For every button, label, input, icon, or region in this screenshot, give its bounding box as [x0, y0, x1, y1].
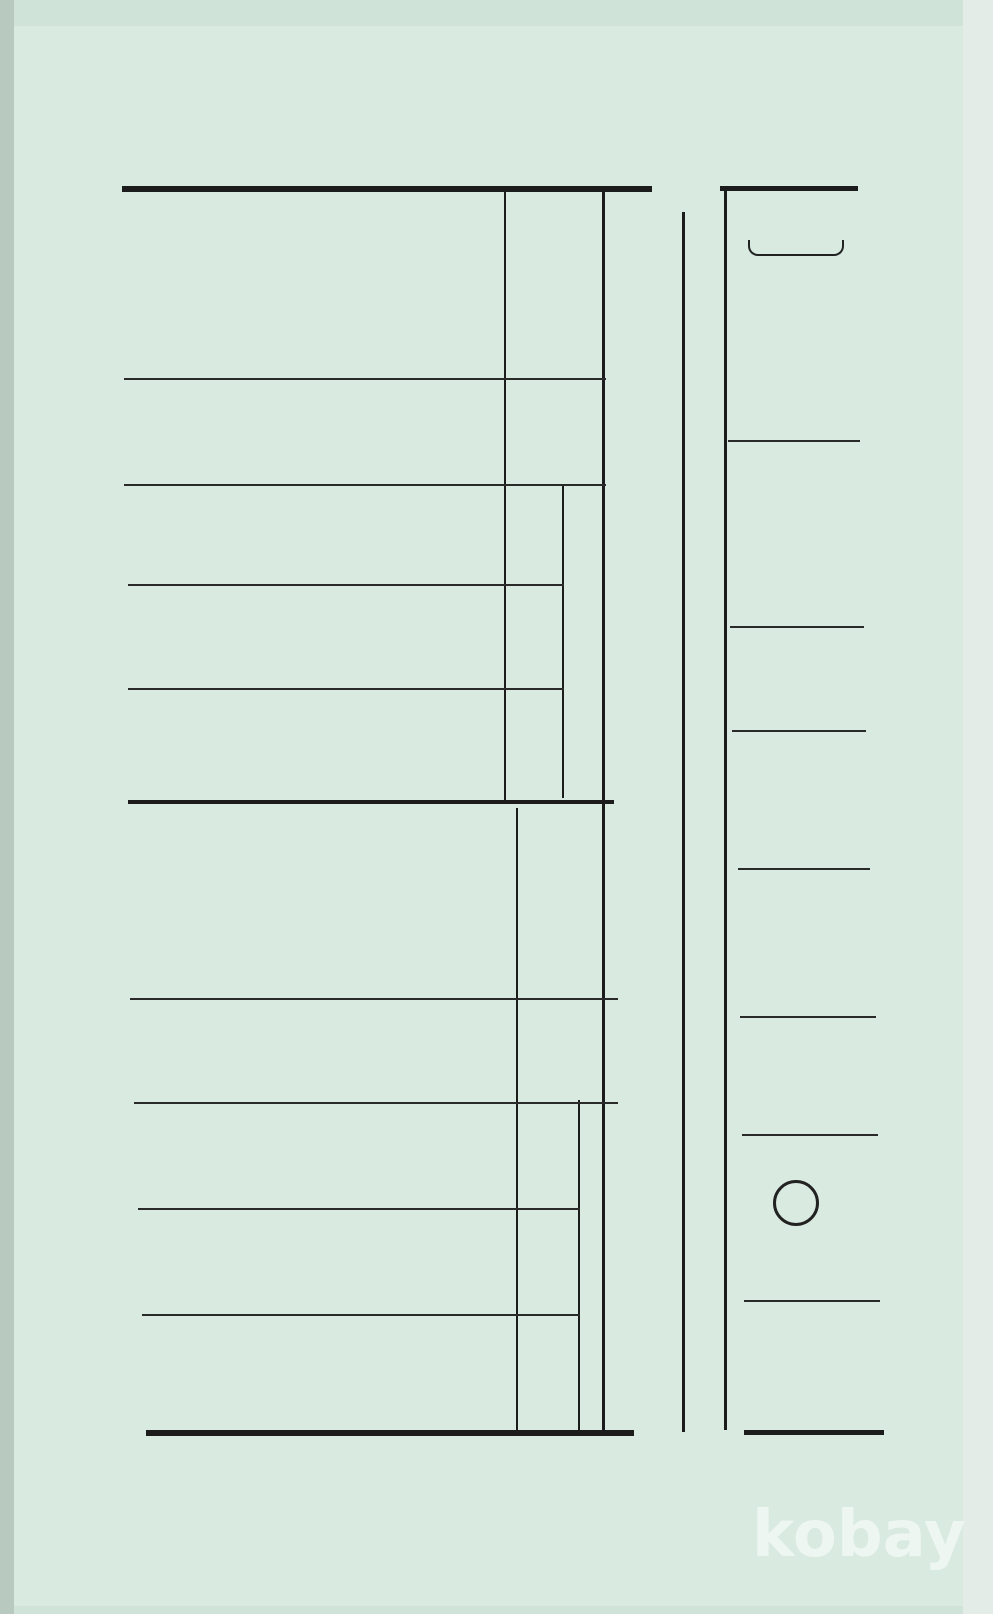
foreign-bottom-rule — [744, 1430, 884, 1435]
row-rule — [124, 484, 606, 486]
title-right-rule — [682, 212, 685, 1432]
foreign-left-rule — [724, 190, 727, 1430]
row-rule — [728, 440, 860, 442]
table-bottom-rule — [146, 1430, 634, 1436]
header-col-divider-top — [504, 192, 506, 800]
row-rule — [744, 1300, 880, 1302]
row-rule — [142, 1314, 580, 1316]
page-edge — [963, 0, 993, 1614]
pop-divider-top — [562, 486, 564, 798]
watermark-logo: kobay — [752, 1498, 966, 1572]
header-col-divider-bottom — [516, 808, 518, 1434]
book-page — [14, 26, 964, 1606]
block-divider — [128, 800, 614, 804]
row-rule — [128, 584, 564, 586]
row-rule — [128, 688, 564, 690]
table-top-rule — [122, 186, 652, 192]
book-binding — [0, 0, 14, 1614]
row-rule — [124, 378, 606, 380]
row-rule — [134, 1102, 618, 1104]
row-rule — [130, 998, 618, 1000]
row-rule — [138, 1208, 580, 1210]
row-rule — [732, 730, 866, 732]
row-rule — [742, 1134, 878, 1136]
row-rule — [730, 626, 864, 628]
seal-stamp — [773, 1180, 819, 1226]
foreign-brace — [748, 240, 844, 256]
pop-divider-bottom — [578, 1100, 580, 1430]
foreign-top-rule — [720, 186, 858, 191]
row-rule — [738, 868, 870, 870]
row-rule — [740, 1016, 876, 1018]
